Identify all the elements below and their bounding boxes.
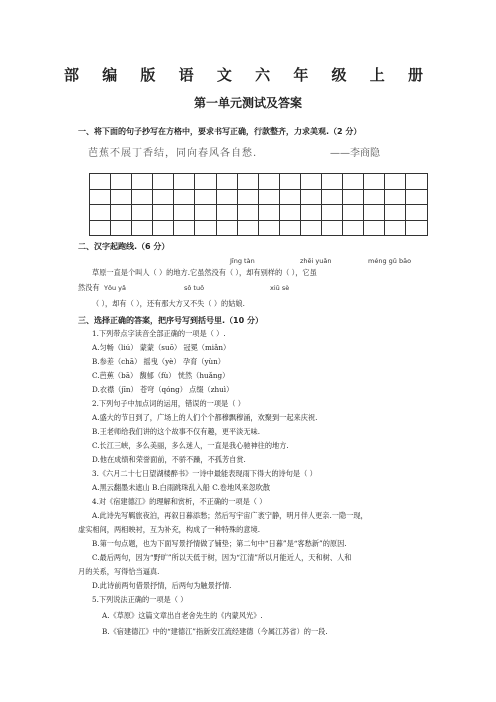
pinyin-6: xiū sè — [270, 284, 290, 292]
fill-blank-line-2-prefix: 然没有 — [78, 283, 100, 292]
question-1-option-d: D.衣襟（jīn） 苍穹（qóng） 点缀（zhuì） — [92, 385, 234, 394]
poem-line: 芭蕉不展丁香结，同向春风各自愁. — [88, 148, 258, 159]
grid-cell[interactable] — [132, 205, 153, 221]
grid-cell[interactable] — [153, 189, 174, 205]
grid-cell[interactable] — [153, 205, 174, 221]
pinyin-4: Yōu yǎ — [104, 284, 126, 292]
grid-cell[interactable] — [258, 189, 279, 205]
grid-cell[interactable] — [174, 205, 195, 221]
grid-row — [90, 205, 428, 221]
grid-cell[interactable] — [216, 220, 237, 236]
grid-row — [90, 220, 428, 236]
pinyin-3: méng gǔ bāo — [368, 257, 412, 265]
pinyin-2: zhēi yuǎn — [300, 257, 332, 265]
grid-cell[interactable] — [385, 220, 406, 236]
pinyin-5: sǒ tuō — [184, 284, 205, 292]
grid-cell[interactable] — [322, 189, 343, 205]
grid-cell[interactable] — [343, 174, 364, 190]
grid-cell[interactable] — [300, 205, 321, 221]
grid-cell[interactable] — [343, 220, 364, 236]
question-1-option-b: B.参差（chā） 摇曳（yè） 孕育（yùn） — [92, 357, 225, 366]
grid-cell[interactable] — [153, 174, 174, 190]
question-3-options: A.黑云翻墨未遮山 B.白雨跳珠乱入船 C.卷地风来忽吹散 — [92, 483, 271, 492]
question-1-option-c: C.芭蕉（bā） 馥郁（fù） 恍然（huǎng） — [92, 371, 230, 380]
section-3-heading: 三、选择正确的答案，把序号写到括号里.（10 分） — [78, 316, 263, 325]
grid-cell[interactable] — [237, 220, 258, 236]
question-4-option-b: B.第一句点题，也为下面写景抒情做了铺垫；第二句中“日暮”是“客愁新”的原因. — [92, 539, 347, 548]
writing-grid — [89, 173, 428, 236]
question-1-option-a: A.匀畅（liú） 蒙蒙（suō） 冠冕（miǎn） — [92, 343, 231, 352]
grid-cell[interactable] — [406, 189, 427, 205]
poem-author: ——李商隐 — [330, 148, 380, 159]
grid-cell[interactable] — [279, 189, 300, 205]
grid-cell[interactable] — [195, 220, 216, 236]
grid-cell[interactable] — [258, 220, 279, 236]
grid-cell[interactable] — [300, 189, 321, 205]
grid-cell[interactable] — [216, 174, 237, 190]
grid-cell[interactable] — [90, 220, 111, 236]
grid-cell[interactable] — [174, 189, 195, 205]
grid-cell[interactable] — [174, 174, 195, 190]
grid-cell[interactable] — [406, 174, 427, 190]
grid-cell[interactable] — [385, 189, 406, 205]
question-4-option-a-cont: 虚实相间，两相映衬，互为补充，构成了一种特殊的意境. — [78, 525, 260, 534]
grid-cell[interactable] — [279, 220, 300, 236]
section-2-heading: 二、汉字起跑线.（6 分） — [78, 242, 170, 251]
grid-cell[interactable] — [322, 220, 343, 236]
question-2-option-a: A.盛大的节日到了，广场上的人们个个都穆飘穆涌，欢聚到一起来庆祝. — [92, 413, 318, 422]
question-4-option-c: C.最后两句，因为“野旷”所以天低于树，因为“江清”所以月能近人，天和树、人和 — [92, 553, 352, 562]
grid-cell[interactable] — [343, 205, 364, 221]
grid-cell[interactable] — [195, 189, 216, 205]
grid-cell[interactable] — [153, 220, 174, 236]
grid-cell[interactable] — [385, 205, 406, 221]
grid-cell[interactable] — [322, 174, 343, 190]
grid-cell[interactable] — [322, 205, 343, 221]
grid-cell[interactable] — [111, 205, 132, 221]
question-2-option-b: B.王老师给我们讲的这个故事不仅有趣，更平淡无味. — [92, 427, 260, 436]
grid-cell[interactable] — [343, 189, 364, 205]
grid-cell[interactable] — [364, 220, 385, 236]
grid-cell[interactable] — [132, 174, 153, 190]
grid-cell[interactable] — [364, 189, 385, 205]
question-4-stem: 4.对《宿建德江》的理解和赏析，不正确的一项是（ ） — [92, 497, 267, 506]
grid-row — [90, 174, 428, 190]
grid-row — [90, 189, 428, 205]
grid-cell[interactable] — [300, 174, 321, 190]
grid-cell[interactable] — [237, 174, 258, 190]
fill-blank-line-1: 草原一直是个叫人（ ）的地方.它虽然没有（ ），却有别样的（ ），它虽 — [92, 268, 317, 277]
grid-cell[interactable] — [385, 174, 406, 190]
question-5-option-a: A.《草原》这篇文章出自老舍先生的《内蒙风光》. — [102, 611, 263, 620]
grid-cell[interactable] — [237, 189, 258, 205]
grid-cell[interactable] — [174, 220, 195, 236]
grid-cell[interactable] — [195, 174, 216, 190]
pinyin-1: Jīng tàn — [230, 257, 255, 265]
question-3-stem: 3.《六月二十七日望湖楼醉书》一诗中最能表现雨下得大的诗句是（ ） — [92, 469, 317, 478]
grid-cell[interactable] — [258, 205, 279, 221]
question-4-option-c-cont: 月的关系，写得恰当逼真. — [78, 567, 160, 576]
grid-cell[interactable] — [111, 174, 132, 190]
grid-cell[interactable] — [258, 174, 279, 190]
grid-cell[interactable] — [132, 189, 153, 205]
question-5-option-b: B.《宿建德江》中的“建德江”指新安江流经建德（今属江苏省）的一段. — [102, 627, 328, 636]
grid-cell[interactable] — [216, 189, 237, 205]
grid-cell[interactable] — [279, 174, 300, 190]
question-2-stem: 2.下列句子中加点词的运用，错误的一项是（ ） — [92, 399, 245, 408]
grid-cell[interactable] — [237, 205, 258, 221]
grid-cell[interactable] — [364, 205, 385, 221]
grid-cell[interactable] — [90, 189, 111, 205]
document-subtitle: 第一单元测试及答案 — [193, 96, 302, 110]
question-4-option-d: D.此诗前两句借景抒情，后两句为触景抒情. — [92, 581, 232, 590]
grid-cell[interactable] — [195, 205, 216, 221]
grid-cell[interactable] — [364, 174, 385, 190]
question-2-option-d: D.他在成绩和荣誉面前，不骄不躁，不孤芳自赏. — [92, 455, 246, 464]
grid-cell[interactable] — [90, 174, 111, 190]
section-1-heading: 一、将下面的句子抄写在方格中，要求书写正确，行款整齐，力求美观.（2 分） — [78, 127, 362, 136]
grid-cell[interactable] — [300, 220, 321, 236]
document-title: 部 编 版 语 文 六 年 级 上 册 — [63, 66, 432, 84]
fill-blank-line-3: （ ），却有（ ），还有那大方又不失（ ）的姑娘. — [92, 299, 245, 308]
grid-cell[interactable] — [216, 205, 237, 221]
grid-cell[interactable] — [111, 189, 132, 205]
grid-cell[interactable] — [132, 220, 153, 236]
grid-cell[interactable] — [111, 220, 132, 236]
grid-cell[interactable] — [406, 220, 427, 236]
grid-cell[interactable] — [279, 205, 300, 221]
grid-cell[interactable] — [90, 205, 111, 221]
question-5-stem: 5.下列说法正确的一项是（ ） — [92, 595, 188, 604]
question-1-stem: 1.下列带点字读音全部正确的一项是（ ）. — [92, 329, 226, 338]
question-4-option-a: A.此诗先写羁旅夜泊，再叙日暮添愁；然后写宇宙广袤宁静，明月伴人更亲.一隐一现， — [92, 511, 368, 520]
grid-cell[interactable] — [406, 205, 427, 221]
question-2-option-c: C.长江三峡，多么美丽，多么迷人，一直是我心驰神往的地方. — [92, 441, 289, 450]
